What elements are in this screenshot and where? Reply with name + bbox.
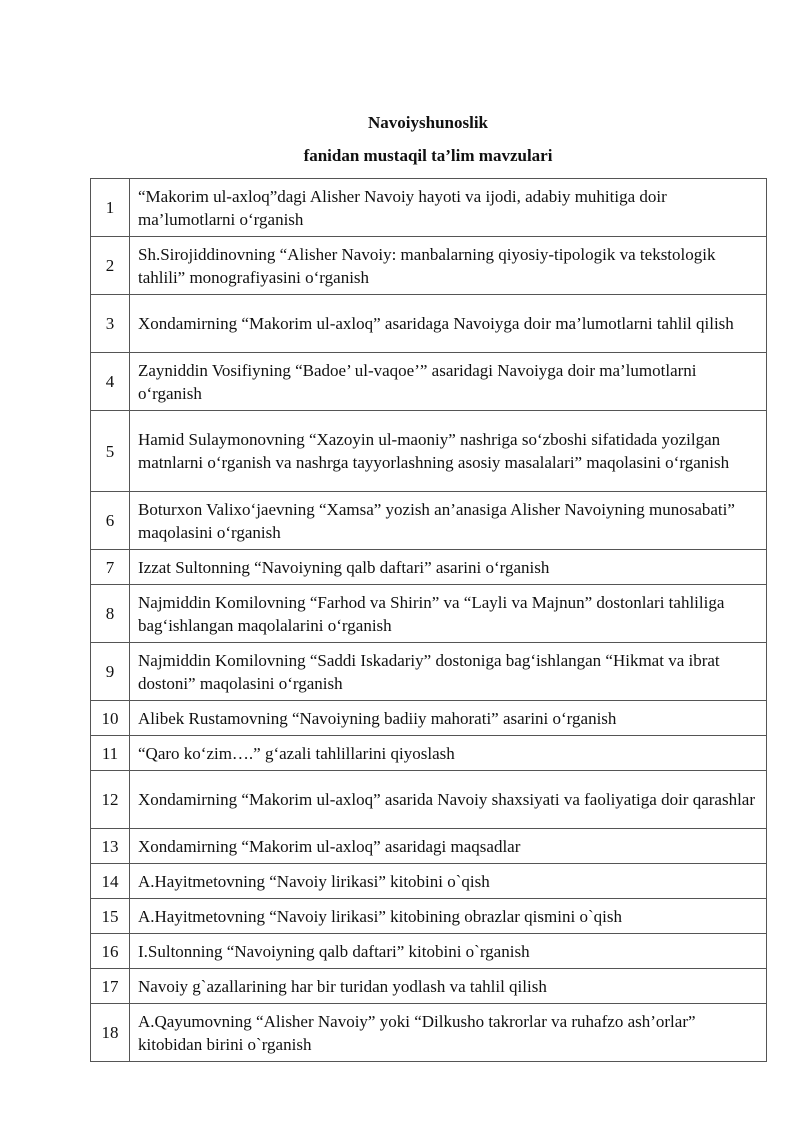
table-row: [91, 864, 767, 899]
topic-text: Najmiddin Komilovning “Saddi Iskadariy” dostoniga bag‘ishlangan “Hikmat va ibrat dostoni” maqolasini o‘rganish: [130, 643, 767, 701]
topic-text: Izzat Sultonning “Navoiyning qalb daftari” asarini o‘rganish: [130, 550, 767, 585]
topic-text: I.Sultonning “Navoiyning qalb daftari” kitobini o`rganish: [130, 934, 767, 969]
topic-number: 15: [91, 899, 130, 934]
topic-number: 9: [91, 643, 130, 701]
topic-number: 4: [91, 353, 130, 411]
topic-number: 8: [91, 585, 130, 643]
table-row: [91, 934, 767, 969]
table-row: [91, 295, 767, 353]
table-row: [91, 899, 767, 934]
topic-number: 6: [91, 492, 130, 550]
topic-number: 5: [91, 411, 130, 492]
table-row: [91, 353, 767, 411]
document-title: Navoiyshunoslik: [368, 113, 488, 132]
document-subtitle: fanidan mustaqil ta’lim mavzulari: [303, 146, 553, 165]
table-row: [91, 585, 767, 643]
topic-number: 17: [91, 969, 130, 1004]
topic-number: 13: [91, 829, 130, 864]
table-row: [91, 701, 767, 736]
table-row: [91, 1004, 767, 1062]
topic-number: 14: [91, 864, 130, 899]
topic-text: Najmiddin Komilovning “Farhod va Shirin” va “Layli va Majnun” dostonlari tahliliga bag‘ishlangan maqolalarini o‘rganish: [130, 585, 767, 643]
topic-text: Boturxon Valixo‘jaevning “Xamsa” yozish an’anasiga Alisher Navoiyning munosabati” maqolasini o‘rganish: [130, 492, 767, 550]
topic-number: 2: [91, 237, 130, 295]
topic-number: 10: [91, 701, 130, 736]
topic-text: “Makorim ul-axloq”dagi Alisher Navoiy hayoti va ijodi, adabiy muhitiga doir ma’lumotlarni o‘rganish: [130, 179, 767, 237]
topic-text: A.Hayitmetovning “Navoiy lirikasi” kitobini o`qish: [130, 864, 767, 899]
table-row: [91, 643, 767, 701]
topic-text: Xondamirning “Makorim ul-axloq” asaridaga Navoiyga doir ma’lumotlarni tahlil qilish: [130, 295, 767, 353]
topic-number: 11: [91, 736, 130, 771]
topic-number: 7: [91, 550, 130, 585]
table-row: [91, 492, 767, 550]
topic-text: Navoiy g`azallarining har bir turidan yodlash va tahlil qilish: [130, 969, 767, 1004]
topics-table: [90, 178, 767, 1062]
topic-text: Xondamirning “Makorim ul-axloq” asarida Navoiy shaxsiyati va faoliyatiga doir qarashlar: [130, 771, 767, 829]
topic-text: “Qaro ko‘zim….” g‘azali tahlillarini qiyoslash: [130, 736, 767, 771]
topic-text: Xondamirning “Makorim ul-axloq” asaridagi maqsadlar: [130, 829, 767, 864]
topic-text: Alibek Rustamovning “Navoiyning badiiy mahorati” asarini o‘rganish: [130, 701, 767, 736]
topic-number: 12: [91, 771, 130, 829]
topic-text: Zayniddin Vosifiyning “Badoe’ ul-vaqoe’” asaridagi Navoiyga doir ma’lumotlarni o‘rganish: [130, 353, 767, 411]
table-row: [91, 411, 767, 492]
topic-text: Sh.Sirojiddinovning “Alisher Navoiy: manbalarning qiyosiy-tipologik va tekstologik tahlili” monografiyasini o‘rganish: [130, 237, 767, 295]
table-row: [91, 771, 767, 829]
topic-text: A.Qayumovning “Alisher Navoiy” yoki “Dilkusho takrorlar va ruhafzo ash’orlar” kitobidan birini o`rganish: [130, 1004, 767, 1062]
topic-number: 3: [91, 295, 130, 353]
topic-text: A.Hayitmetovning “Navoiy lirikasi” kitobining obrazlar qismini o`qish: [130, 899, 767, 934]
table-row: [91, 969, 767, 1004]
topic-number: 1: [91, 179, 130, 237]
table-row: [91, 179, 767, 237]
table-row: [91, 550, 767, 585]
table-row: [91, 829, 767, 864]
topic-number: 18: [91, 1004, 130, 1062]
topic-number: 16: [91, 934, 130, 969]
topic-text: Hamid Sulaymonovning “Xazoyin ul-maoniy” nashriga so‘zboshi sifatidada yozilgan matnlarni o‘rganish va nashrga tayyorlashning asosiy masalalari” maqolasini o‘rganish: [130, 411, 767, 492]
table-row: [91, 237, 767, 295]
table-row: [91, 736, 767, 771]
